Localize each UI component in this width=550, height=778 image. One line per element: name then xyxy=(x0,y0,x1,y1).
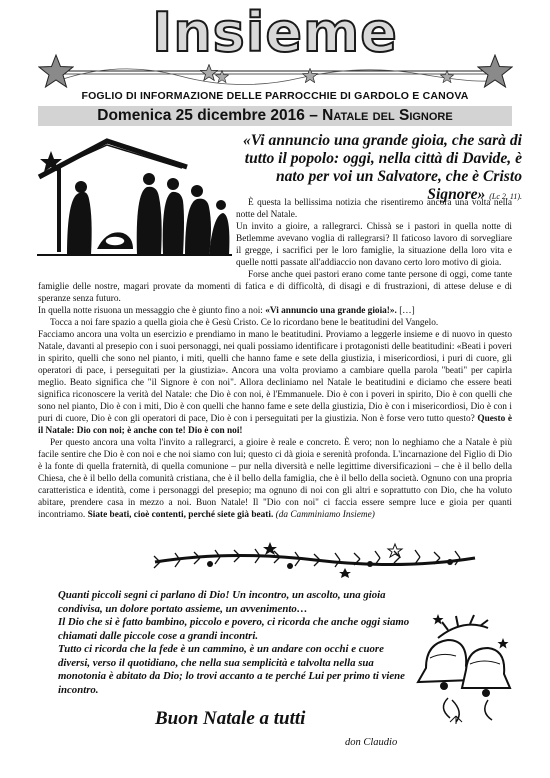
gospel-quote-text: «Vi annuncio una grande gioia, che sarà di tutto il popolo: oggi, nella città di Davide, è nato per voi un Salvatore, che è Cristo Signore» xyxy=(242,132,522,203)
article-body xyxy=(38,197,512,521)
christmas-greeting: Buon Natale a tutti xyxy=(155,708,306,729)
article-paragraph-7-text: Per questo ancora una volta l'invito a rallegrarci, a gioire è reale e concreto. È vero; non lo neghiamo che a Natale è più facile sentire che Dio è con noi e che noi siamo con lui; questo ci dà gioia e serenità profonda. L'incarnazione del Figlio di Dio è la fonte di quella fraternità, di quella comunione – pur nella diversità e nelle legittime diversificazioni – che è il bello della Chiesa, che è il bello della comunità cristiana, che è il bello della famiglia, che è il bello della società. Ognuno con una propria caratteristica e identità, come i personaggi del presepio; ma ognuno di noi con gli altri e soprattutto con Dio, che ha voluto abitare, prendere casa in mezzo a noi. Buon Natale! Il "Dio con noi" ci faccia essere sempre luce e gioia per quanti incontriamo. xyxy=(38,438,512,520)
article-paragraph-4 xyxy=(38,305,512,317)
article-paragraph-6 xyxy=(38,329,512,437)
article-paragraph-1: È questa la bellissima notizia che risentiremo ancora una volta nella notte del Natale. xyxy=(236,198,512,220)
illustration-space xyxy=(38,197,236,273)
masthead-rules xyxy=(0,0,550,100)
article-paragraph-7-bold: Siate beati, cioè contenti, perché siete già beati. xyxy=(87,510,274,520)
gospel-quote xyxy=(232,132,522,206)
christmas-garland-illustration xyxy=(150,540,480,580)
date-separator: – xyxy=(304,107,323,124)
signature: don Claudio xyxy=(345,737,398,748)
star-left-icon xyxy=(38,54,74,88)
article-paragraph-4-end: […] xyxy=(396,306,415,316)
article-paragraph-7 xyxy=(38,437,512,521)
article-paragraph-4-text: In quella notte risuona un messaggio che è giunto fino a noi: xyxy=(38,306,266,316)
star-small-4-icon xyxy=(440,70,454,83)
feast-name: Natale del Signore xyxy=(322,107,453,124)
article-source: (da Camminiamo Insieme) xyxy=(275,510,375,520)
closing-message xyxy=(58,589,416,697)
article-paragraph-6-bold: Questo è il Natale: Dio con noi; è anche con te! Dio è con noi! xyxy=(38,414,513,436)
christmas-bells-illustration xyxy=(408,608,518,728)
closing-paragraph-3: Tutto ci ricorda che la fede è un cammino, è un andare con occhi e cuore diversi, verso il quotidiano, che nella sua semplicità e talvolta nella sua monotonia è abitato da Dio; lo trovi accanto a te perché Lui per primo ti viene incontro. xyxy=(58,643,405,696)
article-paragraph-5: Tocca a noi fare spazio a quella gioia che è Gesù Cristo. Ce lo ricordano bene le beatitudini del Vangelo. xyxy=(50,318,439,328)
article-paragraph-4-bold: «Vi annuncio una grande gioia!». xyxy=(265,306,397,316)
article-paragraph-6-text: Facciamo ancora una volta un esercizio e prendiamo in mano le beatitudini. Proviamo a leggerle insieme e di nuovo in questo Natale, davanti al presepio con i suoi personaggi, nei quali possiamo identificare i protagonisti delle beatitudini: «Beati i poveri in spirito, quelli che sono nel pianto, i miti, quelli che hanno fame e sete della giustizia, i misericordiosi, i puri di cuore, gli operatori di pace, i perseguitati per la giustizia». Ancora una volta proviamo a cambiare quella parola "beati" per capirla meglio. Beato significa che "il Signore è con noi". Allora decliniamo nel Natale le beatitudini e diciamo che essere beati significa riconoscere la verità del Natale: che Dio è con noi, è l'Emmanuele. Dio è con i poveri in spirito, Dio è con quelli che sono nel pianto, Dio è con i miti, Dio è con quelli che hanno fame e sete della giustizia, Dio è con i misericordiosi, Dio è con i puri di cuore, Dio è con gli operatori di pace, Dio è con i perseguitati per la giustizia. Non è forse vero tutto questo? xyxy=(38,330,513,424)
article-paragraph-3: Forse anche quei pastori erano come tante persone di oggi, come tante famiglie delle nostre, magari provate da momenti di fatica e di difficoltà, di disagi e di frustrazioni, di attese deluse e di speranze senza futuro. xyxy=(38,270,512,304)
star-right-icon xyxy=(477,54,513,88)
closing-paragraph-1: Quanti piccoli segni ci parlano di Dio! Un incontro, un ascolto, una gioia condivisa, un dolore portato assieme, un avvenimento… xyxy=(58,589,386,615)
gospel-quote-reference: (Lc 2, 11). xyxy=(489,192,522,201)
newsletter-title: Insieme xyxy=(152,1,398,64)
masthead xyxy=(0,0,550,100)
date-bar xyxy=(38,106,512,126)
closing-paragraph-2: Il Dio che si è fatto bambino, piccolo e povero, ci ricorda che anche oggi siamo chiamati dalle piccole cose a grandi incontri. xyxy=(58,616,410,642)
star-small-2-icon xyxy=(215,70,229,83)
newsletter-subtitle: FOGLIO DI INFORMAZIONE DELLE PARROCCHIE DI GARDOLO E CANOVA xyxy=(81,90,469,102)
article-paragraph-2: Un invito a gioire, a rallegrarci. Chissà se i pastori in quella notte di Betlemme avevano voglia di rallegrarsi? Il faticoso lavoro di sorvegliare il gregge, i sacrifici per le loro famiglie, la situazione della loro vita e quelle notti passate all'addiaccio non davano certo loro motivo di gioia. xyxy=(236,222,512,268)
issue-date: Domenica 25 dicembre 2016 xyxy=(97,107,305,124)
star-small-3-icon xyxy=(302,68,318,83)
